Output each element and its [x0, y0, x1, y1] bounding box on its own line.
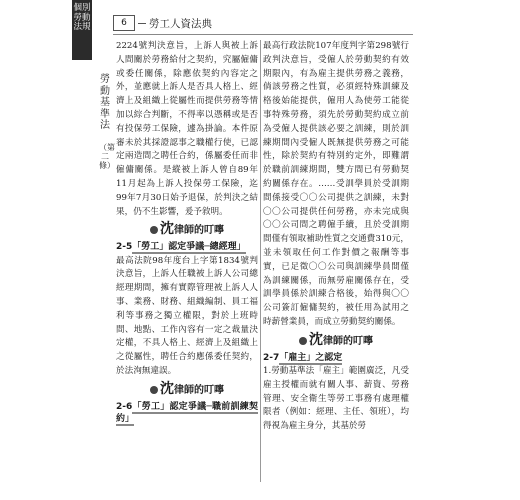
section-heading-2-6: 2-6「勞工」認定爭議─職前訓練契約」: [116, 401, 258, 425]
side-chapter-sublabel: （第二條）: [99, 143, 115, 170]
right-body-paragraph: 最高行政法院107年度判字第298號行政判決意旨，受僱人於勞動契約有效期限內，有為雇主提供勞務之義務，倘該勞務之性質，必須經特殊訓練及格後始能提供，僱用人為使勞工能從事特殊勞務，須先於勞動契約成立前為受僱人提供該必要之訓練，則於訓練期間內受僱人既無提供勞務之可能性，除於契約有特別約定外，即難謂於職前訓練期間，雙方間已有勞動契約關係存在。……受訓學員於受訓期間係接受〇〇公司提供之訓練，未對〇〇公司提供任何勞務，亦未完成與〇〇公司間之聘僱手續，且於受訓期間僅有領取補助性質之交通費310元，並未領取任何工作對價之報酬等事實，已足徵〇〇公司與訓練學員間僅為訓練關係，而無勞雇關係存在，受訓學員係於訓練合格後，始得與〇〇公司簽訂僱傭契約，被任用為試用之時薪營業員，而成立勞動契約關係。: [263, 41, 409, 327]
section-body-2-7: 1.勞動基準法「雇主」範圍廣泛，凡受雇主授權而就有關人事、薪資、勞務管理、安全衛生等勞工事務有處理權限者（例如：經理、主任、領班），均得視為雇主身分，其基於勞: [263, 366, 409, 432]
left-intro-paragraph: 2224號判決意旨，上訴人與被上訴人間關於勞務給付之契約，究屬僱傭或委任關係，除應依契約內容定之外，並應就上訴人是否具人格上、經濟上及組織上從屬性而提供勞務等情加以綜合判斷，不得率以憑稱或是否有投保勞工保險，遽為掛論。本件原審未於其採證認事之職權行使，已認定兩造間之聘任合約，係屬委任而非僱傭關係。是縱被上訴人曾自89年11月起為上訴人投保勞工保險，迄99年7月30日始予退保，於判決之結果，仍不生影響，爰予敘明。: [116, 41, 258, 217]
book-title: 勞工人資法典: [149, 17, 212, 30]
header-dash: [138, 23, 146, 24]
bullet-icon: [150, 226, 158, 234]
section-heading-2-7: 2-7「雇主」之認定: [263, 352, 343, 363]
page-header: [113, 15, 413, 31]
lawyer-note-heading: 沈律師的叮嚀: [116, 383, 258, 398]
page-number: 6: [113, 15, 135, 31]
lawyer-note-heading: 沈律師的叮嚀: [263, 334, 409, 349]
column-divider: [260, 40, 261, 482]
header-rule: [113, 34, 413, 35]
right-column: [263, 40, 409, 434]
bullet-icon: [299, 337, 307, 345]
lawyer-note-heading: 沈律師的叮嚀: [116, 223, 258, 238]
bullet-icon: [150, 386, 158, 394]
section-body-2-5: 最高法院98年度台上字第1834號判決意旨，上訴人任職被上訴人公司總經理期間，擁有實際管理被上訴人人事、業務、財務、組織編制、員工福利等事務之獨立權限，對於上班時間、地點、工作內容有一定之裁量決定權，不具人格上、經濟上及組織上之從屬性，聘任合約應係委任契約，於法洵無違誤。: [116, 255, 258, 377]
section-heading-2-5: 2-5「勞工」認定爭議─總經理」: [116, 242, 246, 253]
side-tab: 個別勞動法規: [72, 0, 92, 60]
left-column: [116, 40, 258, 427]
side-chapter-label: 勞動基準法: [100, 74, 110, 131]
